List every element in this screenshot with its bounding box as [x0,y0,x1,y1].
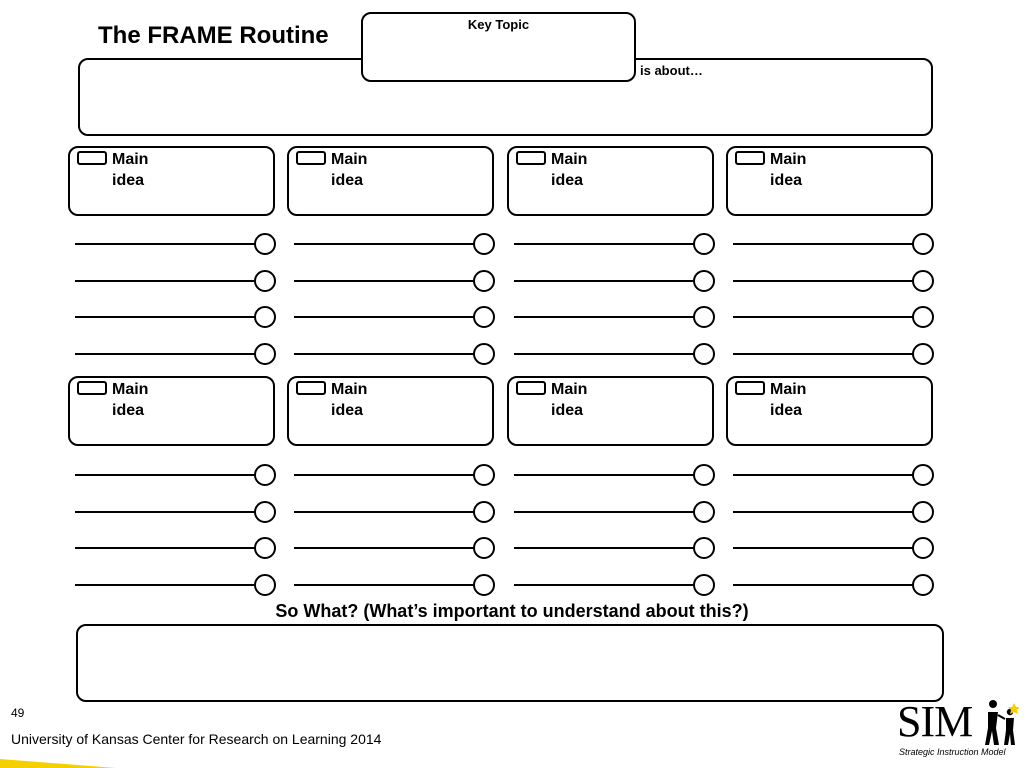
detail-checkbox-circle[interactable] [254,501,276,523]
main-idea-checkbox[interactable] [735,381,765,395]
detail-checkbox-circle[interactable] [693,537,715,559]
detail-line[interactable] [294,316,474,318]
detail-line[interactable] [733,316,913,318]
main-idea-box[interactable] [507,376,714,446]
main-idea-label-line2: idea [551,402,584,419]
detail-checkbox-circle[interactable] [473,343,495,365]
main-idea-label-line1: Main [112,381,149,398]
main-idea-box[interactable] [68,146,275,216]
detail-line[interactable] [514,243,694,245]
detail-line[interactable] [733,474,913,476]
main-idea-checkbox[interactable] [77,151,107,165]
accent-bar [0,759,116,768]
main-idea-label [770,149,806,191]
detail-line[interactable] [514,474,694,476]
detail-checkbox-circle[interactable] [254,537,276,559]
main-idea-label-line2: idea [331,402,364,419]
detail-checkbox-circle[interactable] [912,233,934,255]
main-idea-label-line2: idea [112,172,145,189]
detail-line[interactable] [75,353,255,355]
detail-line[interactable] [294,547,474,549]
detail-checkbox-circle[interactable] [912,501,934,523]
main-idea-checkbox[interactable] [77,381,107,395]
detail-checkbox-circle[interactable] [912,343,934,365]
detail-checkbox-circle[interactable] [912,464,934,486]
detail-checkbox-circle[interactable] [473,233,495,255]
main-idea-label-line1: Main [331,151,368,168]
detail-checkbox-circle[interactable] [693,501,715,523]
main-idea-box[interactable] [287,146,494,216]
detail-checkbox-circle[interactable] [254,233,276,255]
main-idea-checkbox[interactable] [296,381,326,395]
detail-line[interactable] [75,243,255,245]
detail-line[interactable] [514,511,694,513]
detail-checkbox-circle[interactable] [693,574,715,596]
detail-checkbox-circle[interactable] [693,306,715,328]
main-idea-box[interactable] [507,146,714,216]
main-idea-label [112,379,148,421]
main-idea-label-line2: idea [551,172,584,189]
detail-checkbox-circle[interactable] [693,270,715,292]
detail-checkbox-circle[interactable] [912,537,934,559]
detail-line[interactable] [514,316,694,318]
main-idea-label [331,149,367,191]
main-idea-checkbox[interactable] [516,151,546,165]
detail-checkbox-circle[interactable] [473,537,495,559]
detail-line[interactable] [514,353,694,355]
main-idea-label-line2: idea [112,402,145,419]
detail-line[interactable] [75,316,255,318]
main-idea-checkbox[interactable] [296,151,326,165]
detail-line[interactable] [514,547,694,549]
so-what-field[interactable] [76,624,944,702]
sim-logo [897,697,1006,757]
main-idea-label [551,379,587,421]
main-idea-label-line1: Main [331,381,368,398]
main-idea-box[interactable] [68,376,275,446]
detail-line[interactable] [733,584,913,586]
main-idea-box[interactable] [726,376,933,446]
detail-checkbox-circle[interactable] [254,574,276,596]
main-idea-checkbox[interactable] [735,151,765,165]
sim-logo-text: SIM [897,697,973,746]
main-idea-label [112,149,148,191]
footer-credit: University of Kansas Center for Research on Learning 2014 [11,731,382,747]
detail-checkbox-circle[interactable] [693,343,715,365]
detail-checkbox-circle[interactable] [254,343,276,365]
detail-line[interactable] [75,584,255,586]
main-idea-label [551,149,587,191]
detail-line[interactable] [294,474,474,476]
detail-line[interactable] [75,511,255,513]
main-idea-label-line2: idea [770,172,803,189]
detail-line[interactable] [514,280,694,282]
main-idea-checkbox[interactable] [516,381,546,395]
is-about-label: is about… [640,63,703,78]
detail-checkbox-circle[interactable] [912,306,934,328]
so-what-label: So What? (What’s important to understand about this?) [275,601,749,621]
detail-line[interactable] [294,511,474,513]
page-title: The FRAME Routine [98,22,329,49]
main-idea-label-line1: Main [112,151,149,168]
detail-checkbox-circle[interactable] [912,574,934,596]
detail-line[interactable] [514,584,694,586]
detail-line[interactable] [733,511,913,513]
detail-checkbox-circle[interactable] [693,464,715,486]
detail-line[interactable] [75,280,255,282]
detail-checkbox-circle[interactable] [473,574,495,596]
detail-checkbox-circle[interactable] [473,464,495,486]
detail-checkbox-circle[interactable] [254,464,276,486]
detail-checkbox-circle[interactable] [473,306,495,328]
people-figures-icon [979,698,1019,748]
main-idea-label [770,379,806,421]
main-idea-label-line1: Main [551,151,588,168]
detail-checkbox-circle[interactable] [254,306,276,328]
main-idea-label [331,379,367,421]
main-idea-label-line1: Main [770,151,807,168]
main-idea-label-line1: Main [551,381,588,398]
detail-checkbox-circle[interactable] [473,270,495,292]
detail-line[interactable] [294,584,474,586]
main-idea-label-line1: Main [770,381,807,398]
slide-number: 49 [11,706,25,720]
detail-checkbox-circle[interactable] [254,270,276,292]
detail-line[interactable] [294,280,474,282]
key-topic-field[interactable] [361,12,636,82]
detail-line[interactable] [733,547,913,549]
sim-logo-tagline: Strategic Instruction Model [899,747,1006,757]
detail-line[interactable] [294,353,474,355]
detail-checkbox-circle[interactable] [693,233,715,255]
main-idea-label-line2: idea [331,172,364,189]
main-idea-box[interactable] [287,376,494,446]
key-topic-label: Key Topic [467,17,530,32]
main-idea-label-line2: idea [770,402,803,419]
detail-line[interactable] [75,547,255,549]
detail-line[interactable] [733,243,913,245]
main-idea-box[interactable] [726,146,933,216]
detail-checkbox-circle[interactable] [912,270,934,292]
detail-checkbox-circle[interactable] [473,501,495,523]
detail-line[interactable] [75,474,255,476]
detail-line[interactable] [733,280,913,282]
detail-line[interactable] [294,243,474,245]
detail-line[interactable] [733,353,913,355]
